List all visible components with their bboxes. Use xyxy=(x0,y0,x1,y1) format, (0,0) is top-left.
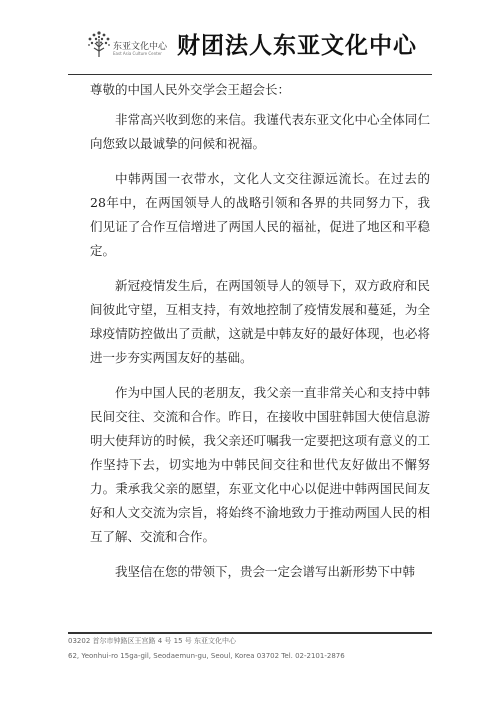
footer-divider xyxy=(68,632,432,634)
logo xyxy=(86,30,176,62)
paragraph-3: 新冠疫情发生后，在两国领导人的领导下，双方政府和民间彼此守望，互相支持，有效地控制了疫情发展和蔓延，为全球疫情防控做出了贡献，这就是中韩友好的最好体现，也必将进一步夯实两国友好的基础。 xyxy=(90,278,430,365)
paragraph-4: 作为中国人民的老朋友，我父亲一直非常关心和支持中韩民间交往、交流和合作。昨日，在接收中国驻韩国大使信息游明大使拜访的时候，我父亲还叮嘱我一定要把这项有意义的工作坚持下去，切实地为中韩民间交往和世代友好做出不懈努力。秉承我父亲的愿望，东亚文化中心以促进中韩两国民间友好和人文交流为宗旨，将始终不渝地致力于推动两国人民的相互了解、交流和合作。 xyxy=(90,385,430,544)
logo-subtext: East Asia Culture Center xyxy=(113,51,162,56)
salutation: 尊敬的中国人民外交学会王超会长： xyxy=(90,82,291,97)
logo-text: 东亚文化中心 xyxy=(113,42,168,52)
tree-logo-icon xyxy=(86,30,112,60)
paragraph-1: 非常高兴收到您的来信。我谨代表东亚文化中心全体同仁向您致以最诚挚的问候和祝福。 xyxy=(90,112,430,151)
paragraph-2: 中韩两国一衣带水，文化人文交往源远流长。在过去的28年中，在两国领导人的战略引领和各界的共同努力下，我们见证了合作互信增进了两国人民的福祉，促进了地区和平稳定。 xyxy=(90,171,430,258)
paragraph-5: 我坚信在您的带领下，贵会一定会谱写出新形势下中韩 xyxy=(115,564,416,579)
letterhead xyxy=(0,0,500,75)
letter-body xyxy=(90,78,430,595)
footer-address-en: 62, Yeonhui-ro 15ga-gil, Seodaemun-gu, Seoul, Korea 03702 Tel. 02-2101-2876 xyxy=(68,652,345,660)
footer-address-cn: 03202 首尔市钟路区王宫路 4 号 15 号 东亚文化中心 xyxy=(68,637,236,645)
header-divider xyxy=(68,74,432,75)
organization-title: 财团法人东亚文化中心 xyxy=(177,32,417,59)
